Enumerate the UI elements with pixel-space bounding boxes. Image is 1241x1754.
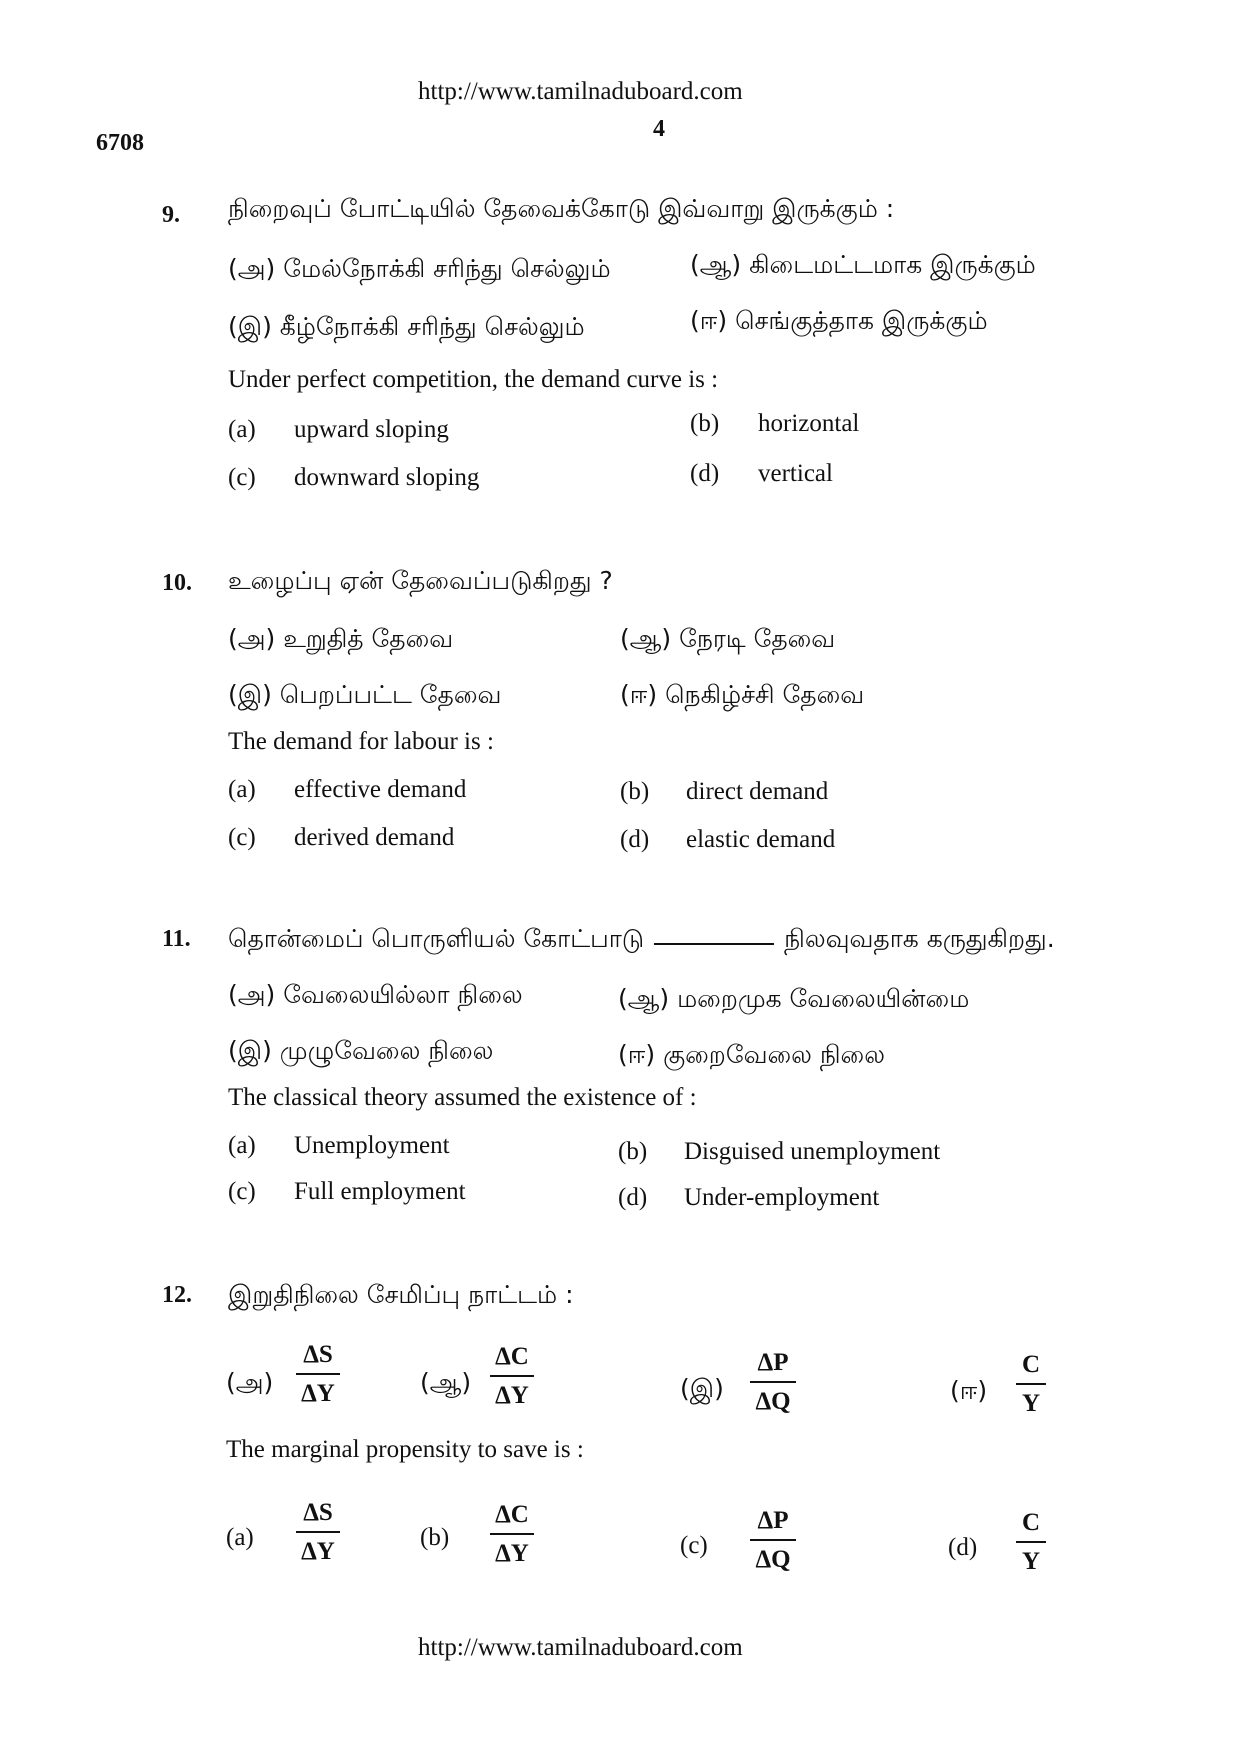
tamil-option: (ஆ) நேரடி தேவை xyxy=(620,624,836,653)
option-text: derived demand xyxy=(294,824,455,851)
tamil-option-label: (அ) xyxy=(226,1368,274,1397)
tamil-option: (ஈ) குறைவேலை நிலை xyxy=(618,1040,885,1069)
option-text: Unemployment xyxy=(294,1132,450,1159)
fraction-delta-c-over-delta-y xyxy=(490,1344,534,1408)
question-tamil: உழைப்பு ஏன் தேவைப்படுகிறது ? xyxy=(228,566,613,595)
option-text: upward sloping xyxy=(294,416,449,443)
option-label: (b) xyxy=(620,778,650,805)
tamil-option: (இ) முழுவேலை நிலை xyxy=(228,1036,494,1065)
option-label: (d) xyxy=(948,1534,978,1561)
fraction-denominator: ΔY xyxy=(495,1382,529,1409)
question-number: 9. xyxy=(162,202,180,228)
header-url[interactable]: http://www.tamilnaduboard.com xyxy=(418,78,743,105)
option-label: (c) xyxy=(228,1178,256,1205)
fraction-numerator: C xyxy=(1021,1351,1041,1378)
option-label: (c) xyxy=(228,464,256,491)
option-label: (c) xyxy=(680,1532,708,1559)
tamil-option: (இ) கீழ்நோக்கி சரிந்து செல்லும் xyxy=(228,312,585,341)
fraction-denominator: ΔY xyxy=(301,1380,335,1407)
fraction-numerator: ΔP xyxy=(757,1507,789,1534)
page-number: 4 xyxy=(653,116,665,142)
fraction-delta-s-over-delta-y xyxy=(296,1500,340,1564)
option-label: (b) xyxy=(690,410,720,437)
option-label: (d) xyxy=(690,460,720,487)
option-text: direct demand xyxy=(686,778,829,805)
question-tamil xyxy=(228,924,1055,957)
option-text: Under-employment xyxy=(684,1184,880,1211)
option-label: (a) xyxy=(228,776,256,803)
option-text: horizontal xyxy=(758,410,860,437)
tamil-option: (ஆ) கிடைமட்டமாக இருக்கும் xyxy=(690,250,1036,279)
question-tamil-part: நிலவுவதாக கருதுகிறது. xyxy=(784,924,1055,953)
option-label: (c) xyxy=(228,824,256,851)
paper-code: 6708 xyxy=(96,130,144,156)
question-english: Under perfect competition, the demand curve is : xyxy=(228,366,719,393)
question-english: The demand for labour is : xyxy=(228,728,494,755)
tamil-option: (ஆ) மறைமுக வேலையின்மை xyxy=(618,984,970,1013)
fraction-denominator: ΔY xyxy=(301,1538,335,1565)
fraction-delta-c-over-delta-y xyxy=(490,1502,534,1566)
fraction-denominator: Y xyxy=(1021,1548,1041,1575)
fraction-c-over-y xyxy=(1016,1510,1046,1574)
option-label: (a) xyxy=(228,1132,256,1159)
fraction-numerator: ΔC xyxy=(495,1343,529,1370)
option-label: (d) xyxy=(618,1184,648,1211)
tamil-option: (இ) பெறப்பட்ட தேவை xyxy=(228,680,502,709)
fraction-denominator: ΔQ xyxy=(755,1388,791,1415)
tamil-option-label: (ஈ) xyxy=(950,1376,988,1405)
question-tamil: இறுதிநிலை சேமிப்பு நாட்டம் : xyxy=(228,1280,574,1309)
option-text: effective demand xyxy=(294,776,467,803)
tamil-option: (அ) மேல்நோக்கி சரிந்து செல்லும் xyxy=(228,254,611,283)
option-label: (b) xyxy=(420,1524,450,1551)
fraction-denominator: ΔY xyxy=(495,1540,529,1567)
question-number: 11. xyxy=(162,926,191,952)
option-text: Disguised unemployment xyxy=(684,1138,941,1165)
tamil-option: (அ) வேலையில்லா நிலை xyxy=(228,980,523,1009)
tamil-option-label: (ஆ) xyxy=(420,1368,472,1397)
option-text: vertical xyxy=(758,460,833,487)
tamil-option: (ஈ) செங்குத்தாக இருக்கும் xyxy=(690,306,988,335)
fraction-numerator: ΔP xyxy=(757,1349,789,1376)
footer-url[interactable]: http://www.tamilnaduboard.com xyxy=(418,1634,743,1661)
question-english: The classical theory assumed the existence of : xyxy=(228,1084,697,1111)
fraction-denominator: Y xyxy=(1021,1390,1041,1417)
tamil-option: (அ) உறுதித் தேவை xyxy=(228,624,454,653)
question-tamil-part: தொன்மைப் பொருளியல் கோட்பாடு xyxy=(228,924,645,953)
fraction-numerator: ΔS xyxy=(303,1499,333,1526)
fraction-delta-p-over-delta-q xyxy=(750,1508,796,1572)
option-label: (a) xyxy=(226,1524,254,1551)
question-number: 12. xyxy=(162,1282,192,1308)
fraction-numerator: ΔS xyxy=(303,1341,333,1368)
fraction-numerator: C xyxy=(1021,1509,1041,1536)
question-number: 10. xyxy=(162,570,192,596)
fraction-numerator: ΔC xyxy=(495,1501,529,1528)
option-text: Full employment xyxy=(294,1178,466,1205)
fraction-c-over-y xyxy=(1016,1352,1046,1416)
option-label: (b) xyxy=(618,1138,648,1165)
tamil-option-label: (இ) xyxy=(680,1374,724,1403)
fraction-denominator: ΔQ xyxy=(755,1546,791,1573)
option-text: elastic demand xyxy=(686,826,836,853)
option-text: downward sloping xyxy=(294,464,480,491)
option-label: (a) xyxy=(228,416,256,443)
question-english: The marginal propensity to save is : xyxy=(226,1436,584,1463)
fraction-delta-p-over-delta-q xyxy=(750,1350,796,1414)
question-tamil: நிறைவுப் போட்டியில் தேவைக்கோடு இவ்வாறு இருக்கும் : xyxy=(228,194,895,223)
tamil-option: (ஈ) நெகிழ்ச்சி தேவை xyxy=(620,680,865,709)
answer-blank xyxy=(654,943,774,945)
option-label: (d) xyxy=(620,826,650,853)
fraction-delta-s-over-delta-y xyxy=(296,1342,340,1406)
